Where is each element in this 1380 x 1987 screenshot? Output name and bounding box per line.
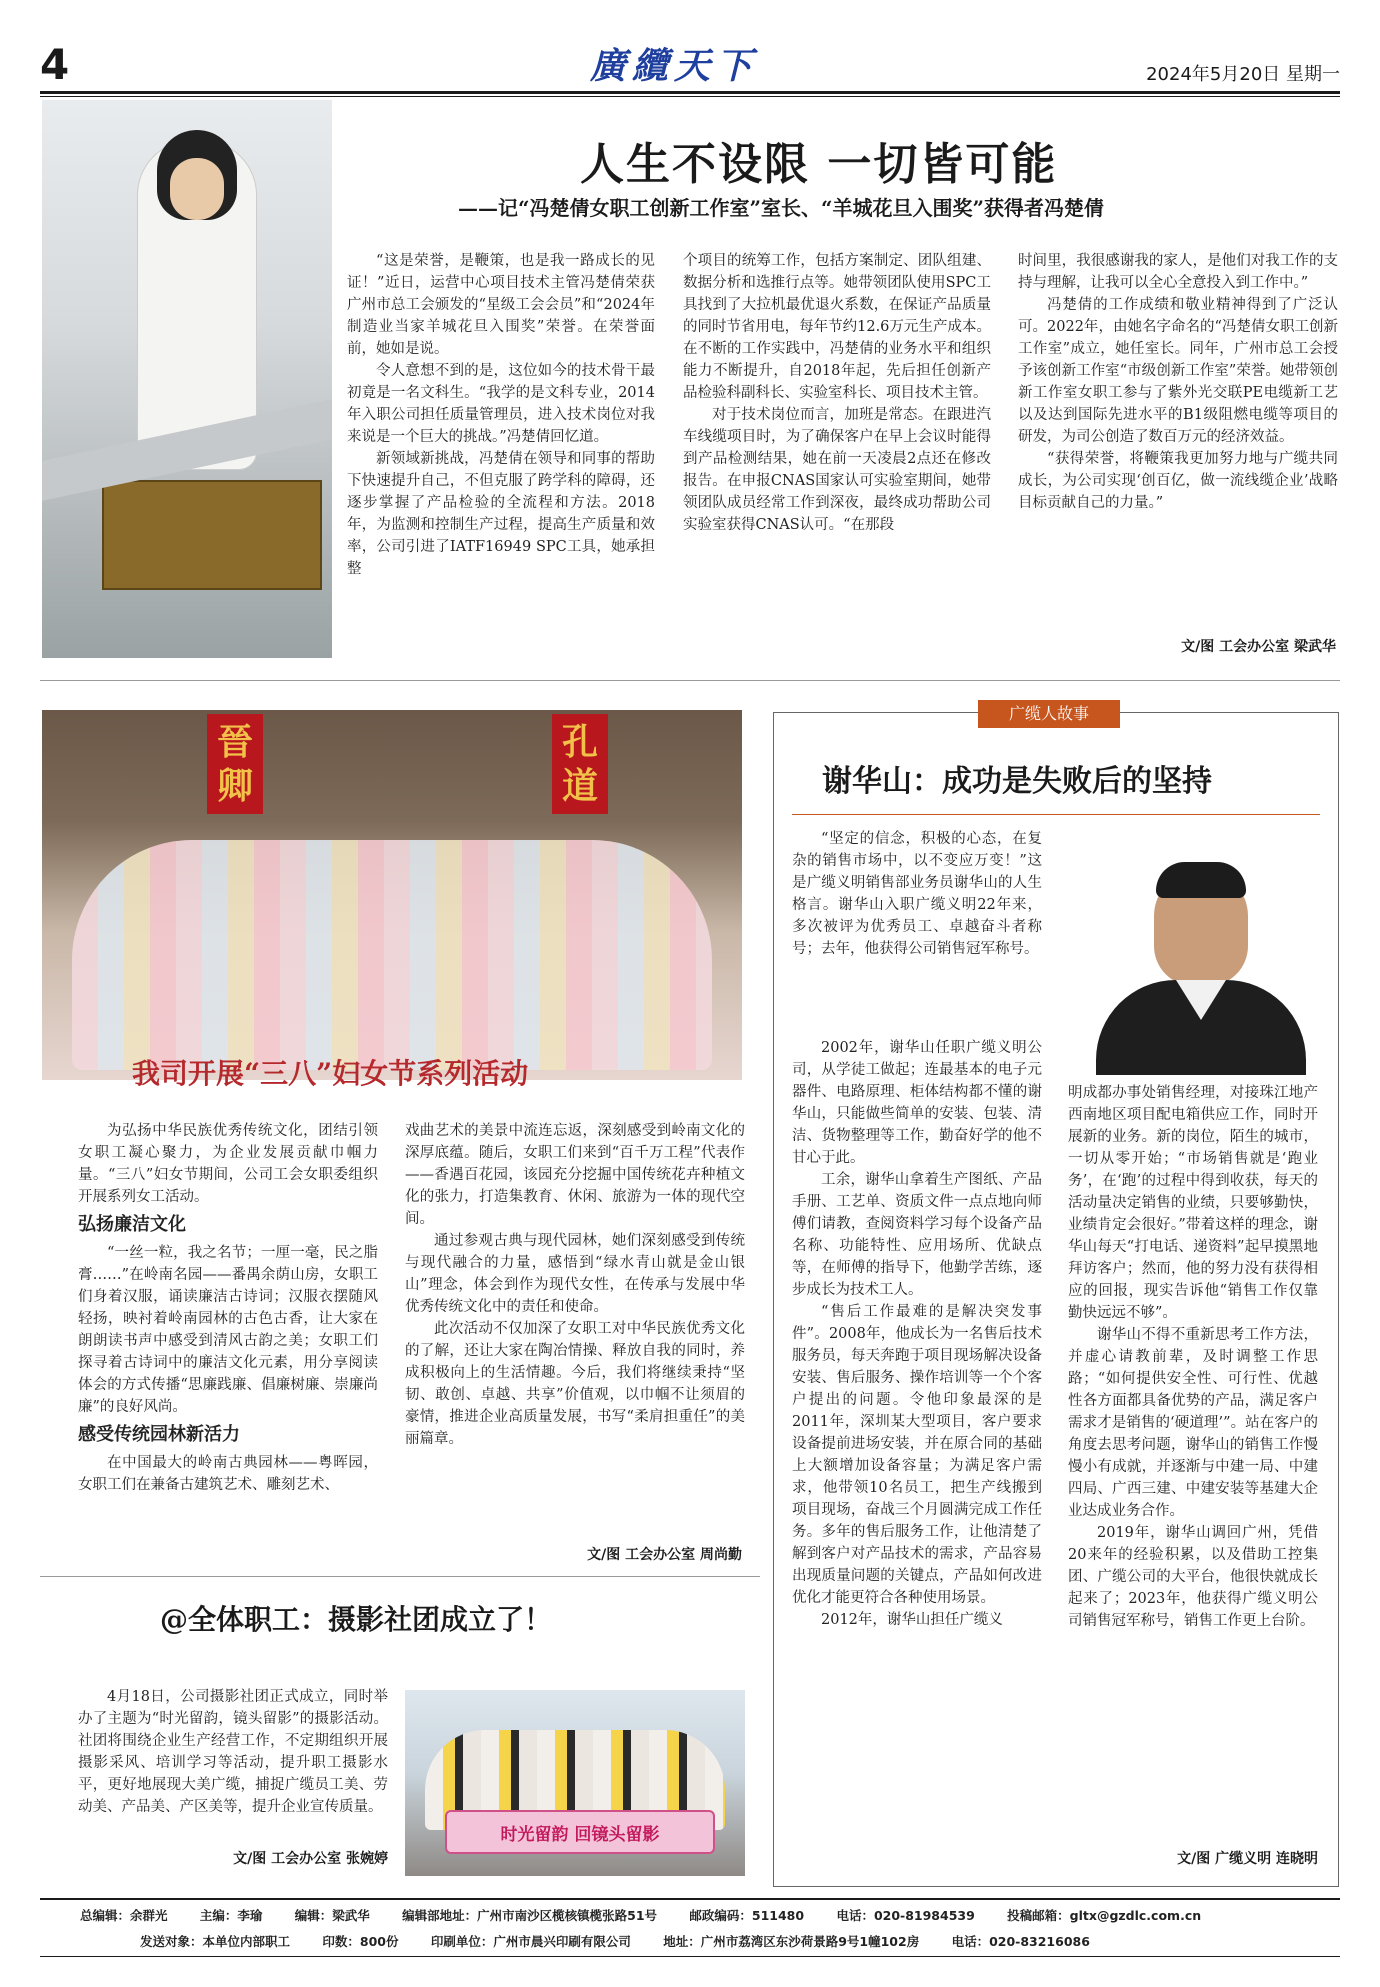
- paragraph: “获得荣誉，将鞭策我更加努力地与广缆共同成长，为公司实现‘创百亿，做一流线缆企业’战略目标贡献自己的力量。”: [1018, 451, 1338, 511]
- photo-machine-shape: [102, 480, 322, 590]
- paragraph: “一丝一粒，我之名节；一厘一毫，民之脂膏……”在岭南名园——番禺余荫山房，女职工们身着汉服，诵读廉洁古诗词；汉服衣摆随风轻扬，映衬着岭南园林的古色古香，让大家在朗朗读书声中感受到清风古韵之美；女职工们探寻着古诗词中的廉洁文化元素，用分享阅读体会的方式传播“思廉践廉、倡廉树廉、崇廉尚廉”的良好风尚。: [78, 1245, 378, 1415]
- section-heading: 感受传统园林新活力: [78, 1424, 240, 1445]
- paragraph: 新领域新挑战，冯楚倩在领导和同事的帮助下快速提升自己，不但克服了跨学科的障碍，还逐步掌握了产品检验的全流程和方法。2018年，为监测和控制生产过程，提高生产质量和效率，公司引进了IATF16949 SPC工具，她承担整: [347, 451, 655, 577]
- masthead-title: 廣纜天下: [590, 45, 759, 87]
- paragraph: 时间里，我很感谢我的家人，是他们对我工作的支持与理解，让我可以全心全意投入到工作中。”: [1018, 253, 1338, 291]
- article4-byline: 文/图 广缆义明 连晓明: [1177, 1851, 1318, 1867]
- paragraph: 个项目的统筹工作，包括方案制定、团队组建、数据分析和选推行点等。她带领团队使用SPC工具找到了大拉机最优退火系数，在保证产品质量的同时节省用电，每年节约12.6万元生产成本。在不断的工作实践中，冯楚倩的业务水平和组织能力不断提升，自2018年起，先后担任创新产品检验科副科长、实验室科长、项目技术主管。: [683, 253, 991, 401]
- footer-postcode: 邮政编码：511480: [689, 1908, 805, 1923]
- article1-col2: [683, 250, 991, 536]
- footer-rule-bottom: [40, 1956, 1340, 1957]
- section-tag: 广缆人故事: [978, 700, 1120, 728]
- article4-col2: [1068, 1082, 1318, 1632]
- article3-byline: 文/图 工会办公室 张婉婷: [233, 1851, 388, 1867]
- portrait-photo: [1076, 840, 1326, 1075]
- banner-text-left: 晉卿: [216, 721, 253, 807]
- paragraph: 通过参观古典与现代园林，她们深刻感受到传统与现代融合的力量，感悟到“绿水青山就是金山银山”理念，体会到作为现代女性，在传承与发展中华优秀传统文化中的责任和使命。: [405, 1233, 745, 1315]
- footer-printer: 印刷单位：广州市晨兴印刷有限公司: [430, 1934, 631, 1949]
- paragraph: 明成都办事处销售经理，对接珠江地产西南地区项目配电箱供应工作，同时开展新的业务。新的岗位，陌生的城市，一切从零开始；“市场销售就是‘跑业务’，在‘跑’的过程中得到收获，每天的活动量决定销售的业绩，只要够勤快，业绩肯定会很好。”带着这样的理念，谢华山每天“打电话、递资料”起早摸黑地拜访客户；然而，他的努力没有获得相应的回报，现实告诉他“销售工作仅靠勤快远远不够”。: [1068, 1085, 1318, 1321]
- article1-subtitle: ——记“冯楚倩女职工创新工作室”室长、“羊城花旦入围奖”获得者冯楚倩: [458, 196, 1105, 220]
- article4-title: 谢华山：成功是失败后的坚持: [822, 764, 1212, 799]
- title-rule: [792, 814, 1320, 815]
- crowd-shape: [72, 840, 712, 1070]
- paragraph: 为弘扬中华民族优秀传统文化，团结引领女职工凝心聚力，为企业发展贡献巾帼力量。“三八”妇女节期间，公司工会女职委组织开展系列女工活动。: [78, 1123, 378, 1205]
- paragraph: “这是荣誉，是鞭策，也是我一路成长的见证！”近日，运营中心项目技术主管冯楚倩荣获广州市总工会颁发的“星级工会会员”和“2024年制造业当家羊城花旦入围奖”荣誉。在荣誉面前，她如是说。: [347, 253, 655, 357]
- paragraph: 戏曲艺术的美景中流连忘返，深刻感受到岭南文化的深厚底蕴。随后，女职工们来到“百千万工程”代表作——香遇百花园，该园充分挖掘中国传统花卉种植文化的张力，打造集教育、休闲、旅游为一体的现代空间。: [405, 1123, 745, 1227]
- article4-col1-top: [792, 828, 1042, 960]
- paragraph: 对于技术岗位而言，加班是常态。在跟进汽车线缆项目时，为了确保客户在早上会议时能得到产品检测结果，她在前一天凌晨2点还在修改报告。在申报CNAS国家认可实验室期间，她带领团队成员经常工作到深夜，最终成功帮助公司实验室获得CNAS认可。“在那段: [683, 407, 991, 533]
- footer-row-2: [140, 1932, 1090, 1950]
- article2-col2: [405, 1120, 745, 1450]
- section-divider: [40, 1576, 760, 1577]
- lab-photo: [42, 100, 332, 658]
- paragraph: 2019年，谢华山调回广州，凭借20来年的经验积累，以及借助工控集团、广缆公司的大平台，他很快就成长起来了；2023年，他获得广缆义明公司销售冠军称号，销售工作更上台阶。: [1068, 1525, 1318, 1629]
- paragraph: 谢华山不得不重新思考工作方法，并虚心请教前辈，及时调整工作思路；“如何提供安全性、可行性、优越性各方面都具备优势的产品，满足客户需求才是销售的‘硬道理’”。站在客户的角度去思考问题，谢华山的销售工作慢慢小有成就，并逐渐与中建一局、中建四局、广西三建、中建安装等基建大企业达成业务合作。: [1068, 1327, 1318, 1519]
- banner-text: 时光留韵 回镜头留影: [500, 1825, 660, 1845]
- article1-byline: 文/图 工会办公室 梁武华: [1181, 639, 1336, 655]
- footer-printer-address: 地址：广州市荔湾区东沙荷景路9号1幢102房: [663, 1934, 920, 1949]
- paragraph: 令人意想不到的是，这位如今的技术骨干最初竟是一名文科生。“我学的是文科专业，2014年入职公司担任质量管理员，进入技术岗位对我来说是一个巨大的挑战。”冯楚倩回忆道。: [347, 363, 655, 445]
- footer-phone: 电话：020-81984539: [836, 1908, 975, 1923]
- paragraph: 在中国最大的岭南古典园林——粤晖园，女职工们在兼备古建筑艺术、雕刻艺术、: [78, 1455, 378, 1493]
- footer-editor-in-chief: 总编辑：余群光: [80, 1908, 168, 1923]
- paragraph: “售后工作最难的是解决突发事件”。2008年，他成长为一名售后技术服务员，每天奔跑于项目现场解决设备安装、售后服务、操作培训等一个个客户提出的问题。令他印象最深的是2011年，深圳某大型项目，客户要求设备提前进场安装，并在原合同的基础上大额增加设备容量；为满足客户需求，他带领10名员工，把生产线搬到项目现场，奋战三个月圆满完成工作任务。多年的售后服务工作，让他清楚了解到客户对产品技术的需求，产品容易出现质量问题的关键点，产品如何改进优化才能更符合各种使用场景。: [792, 1304, 1042, 1606]
- page-number: 4: [40, 40, 70, 89]
- footer-rule: [40, 1898, 1340, 1900]
- section-divider: [40, 680, 1340, 681]
- footer-row-1: [80, 1906, 1201, 1924]
- paragraph: 4月18日，公司摄影社团正式成立，同时举办了主题为“时光留韵，镜头留影”的摄影活动。社团将围绕企业生产经营工作，不定期组织开展摄影采风、培训学习等活动，提升职工摄影水平，更好地展现大美广缆，捕捉广缆员工美、劳动美、产品美、产区美等，提升企业宣传质量。: [78, 1689, 388, 1815]
- group-photo: [42, 710, 742, 1080]
- footer-recipients: 发送对象：本单位内部职工: [140, 1934, 291, 1949]
- footer-printer-phone: 电话：020-83216086: [951, 1934, 1090, 1949]
- header-rule: [40, 91, 1340, 94]
- footer-print-count: 印数：800份: [322, 1934, 399, 1949]
- article2-title: 我司开展“三八”妇女节系列活动: [132, 1057, 529, 1090]
- article3-body: [78, 1686, 388, 1818]
- article4-col1: [792, 1037, 1042, 1631]
- issue-date: 2024年5月20日 星期一: [1146, 64, 1340, 85]
- footer-address: 编辑部地址：广州市南沙区榄核镇榄张路51号: [402, 1908, 658, 1923]
- footer-email: 投稿邮箱：gltx@gzdlc.com.cn: [1007, 1908, 1202, 1923]
- article2-col1: [78, 1120, 378, 1496]
- paragraph: 2002年，谢华山任职广缆义明公司，从学徒工做起；连最基本的电子元器件、电路原理、柜体结构都不懂的谢华山，只能做些简单的安装、包装、清洁、货物整理等工作，勤奋好学的他不甘心于此。: [792, 1040, 1042, 1166]
- footer-chief-editor: 主编：李瑜: [199, 1908, 263, 1923]
- portrait-hair-shape: [1156, 862, 1246, 898]
- paragraph: 此次活动不仅加深了女职工对中华民族优秀文化的了解，还让大家在陶冶情操、释放自我的同时，养成积极向上的生活情趣。今后，我们将继续秉持“坚韧、敢创、卓越、共享”价值观，以巾帼不让须眉的豪情，推进企业高质量发展，书写“柔肩担重任”的美丽篇章。: [405, 1321, 745, 1447]
- footer-editor: 编辑：梁武华: [294, 1908, 370, 1923]
- article1-title: 人生不设限 一切皆可能: [580, 139, 1058, 190]
- paragraph: 冯楚倩的工作成绩和敬业精神得到了广泛认可。2022年，由她名字命名的“冯楚倩女职工创新工作室”成立，她任室长。同年，广州市总工会授予该创新工作室“市级创新工作室”荣誉。她带领创新工作室女职工参与了紫外光交联PE电缆新工艺以及达到国际先进水平的B1级阻燃电缆等项目的研发，为司公创造了数百万元的经济效益。: [1018, 297, 1338, 445]
- paragraph: 2012年，谢华山担任广缆义: [821, 1612, 1003, 1628]
- article1-col1: [347, 250, 655, 580]
- article2-byline: 文/图 工会办公室 周尚勤: [587, 1547, 742, 1563]
- article1-col3: [1018, 250, 1338, 514]
- section-heading: 弘扬廉洁文化: [78, 1214, 186, 1235]
- paragraph: “坚定的信念，积极的心态，在复杂的销售市场中，以不变应万变！”这是广缆义明销售部业务员谢华山的人生格言。谢华山入职广缆义明22年来，多次被评为优秀员工、卓越奋斗者称号；去年，他获得公司销售冠军称号。: [792, 831, 1042, 957]
- article3-title: @全体职工：摄影社团成立了！: [160, 1603, 553, 1636]
- photo-face-shape: [170, 158, 224, 220]
- banner-text-right: 孔道: [561, 721, 598, 807]
- header-rule-thin: [40, 96, 1340, 97]
- paragraph: 工余，谢华山拿着生产图纸、产品手册、工艺单、资质文件一点点地向师傅们请教，查阅资料学习每个设备产品名称、功能特性、应用场所、优缺点等，在师傅的指导下，他勤学苦练，逐步成长为技术工人。: [792, 1172, 1042, 1298]
- photo-club-photo: [405, 1690, 745, 1876]
